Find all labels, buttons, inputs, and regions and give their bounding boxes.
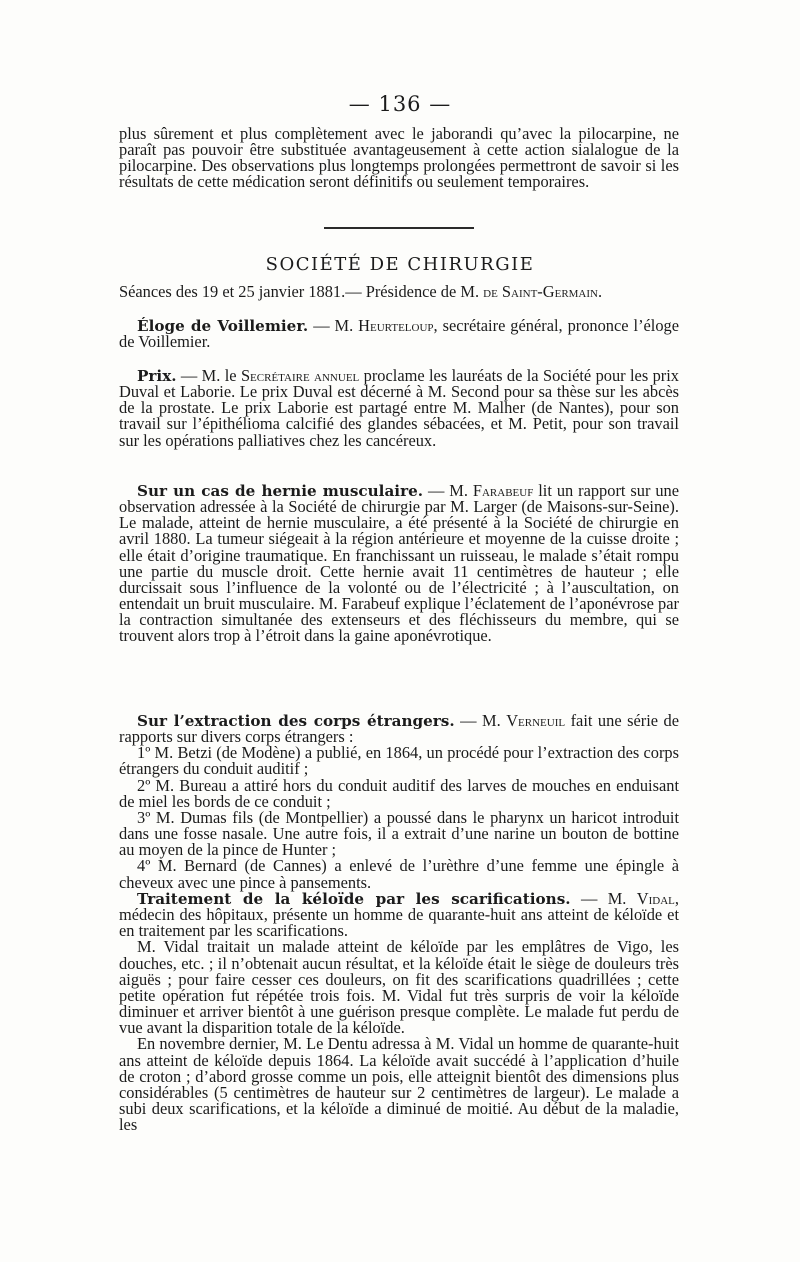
section-heading: Éloge de Voillemier.: [137, 317, 309, 335]
meeting-president: de Saint-Germain.: [483, 282, 603, 301]
separator-rule: [324, 227, 474, 229]
section-heading: Sur l’extraction des corps étrangers.: [137, 712, 455, 730]
section-paragraph-lead: Sur l’extraction des corps étrangers. — M. Verneuil fait une série de rapports sur divers corps étrangers :: [119, 711, 679, 747]
page-number: — 136 —: [348, 92, 452, 116]
list-item: 4º M. Bernard (de Cannes) a enlevé de l’urèthre d’une femme une épingle à cheveux avec une pince à pansements.: [119, 856, 679, 892]
author-name: Vidal,: [636, 889, 679, 908]
meeting-text: Séances des 19 et 25 janvier 1881.— Présidence de M.: [119, 282, 480, 301]
section-paragraph-lead: Traitement de la kéloïde par les scarifications. — M. Vidal, médecin des hôpitaux, présente un homme de quarante-huit ans atteint de kéloïde et en traitement par les scarifications.: [119, 889, 679, 941]
section-paragraph-lead: Éloge de Voillemier. — M. Heurteloup, secrétaire général, prononce l’éloge de Voillemier.: [119, 316, 680, 352]
section-hernie: [119, 483, 679, 645]
section-paragraph: M. Vidal traitait un malade atteint de kéloïde par les emplâtres de Vigo, les douches, etc. ; il n’obtenait aucun résultat, et la kéloïde était le siège de douleurs très aiguës ; pour faire cesser ces douleurs, on fit des scarifications quadrillées ; cette petite opération fut répétée trois fois. M. Vidal fut très surpris de voir la kéloïde diminuer et arriver bientôt à une guérison presque complète. Le malade fut perdu de vue avant la disparition totale de la kéloïde.: [119, 937, 679, 1038]
list-item: 1º M. Betzi (de Modène) a publié, en 1864, un procédé pour l’extraction des corps étrangers du conduit auditif ;: [119, 743, 679, 779]
author-name: Secrétaire annuel: [240, 366, 360, 385]
author-name: Verneuil: [506, 711, 566, 730]
meeting-line: [119, 284, 679, 300]
section-title: SOCIÉTÉ DE CHIRURGIE: [265, 254, 535, 275]
author-name: Heurteloup,: [358, 316, 438, 335]
section-heading: Sur un cas de hernie musculaire.: [137, 482, 424, 500]
section-paragraph-lead: Sur un cas de hernie musculaire. — M. Farabeuf lit un rapport sur une observation adressée à la Société de chirurgie par M. Larger (de Maisons-sur-Seine). Le malade, atteint de hernie musculaire, a été présenté à la Société de chirurgie en avril 1880. La tumeur siégeait à la région antérieure et moyenne de la cuisse droite ; elle était d’origine traumatique. En franchissant un ruisseau, le malade s’était rompu une partie du muscle droit. Cette hernie avait 11 centimètres de hauteur ; elle durcissait sous l’influence de la volonté ou de l’électricité ; à l’auscultation, on entendait un bruit musculaire. M. Farabeuf explique l’éclatement de l’aponévrose par la contraction simultanée des extenseurs et des fléchisseurs du membre, qui se trouvent alors trop à l’étroit dans la gaine aponévrotique.: [119, 481, 679, 646]
section-paragraph: En novembre dernier, M. Le Dentu adressa à M. Vidal un homme de quarante-huit ans atteint de kéloïde depuis 1864. La kéloïde avait succédé à l’application d’huile de croton ; d’abord grosse comme un pois, elle atteignit bientôt des dimensions plus considérables (5 centimètres de hauteur sur 2 centimètres de largeur). Le malade a subi deux scarifications, et la kéloïde a diminué de moitié. Au début de la maladie, les: [119, 1034, 679, 1135]
section-keloide: [119, 891, 679, 1133]
section-eloge: [119, 318, 679, 350]
list-item: 2º M. Bureau a attiré hors du conduit auditif des larves de mouches en enduisant de miel les bords de ce conduit ;: [119, 775, 679, 811]
section-heading: Traitement de la kéloïde par les scarifications.: [137, 890, 571, 908]
author-name: Farabeuf: [472, 481, 534, 500]
section-paragraph-lead: Prix. — M. le Secrétaire annuel proclame les lauréats de la Société pour les prix Duval et Laborie. Le prix Duval est décerné à M. Second pour sa thèse sur les abcès de la prostate. Le prix Laborie est partagé entre M. Malher (de Nantes), pour son travail sur l’épithélioma calcifié des glandes sébacées, et M. Petit, pour son travail sur les opérations palliatives chez les cancéreux.: [119, 366, 679, 450]
list-item: 3º M. Dumas fils (de Montpellier) a poussé dans le pharynx un haricot introduit dans une fosse nasale. Une autre fois, il a extrait d’une narine un bouton de bottine au moyen de la pince de Hunter ;: [119, 807, 679, 860]
section-extraction: [119, 713, 679, 891]
intro-text: plus sûrement et plus complètement avec le jaborandi qu’avec la pilocarpine, ne paraît pas pouvoir être substituée avantageusement à cette action sialalogue de la pilocarpine. Des observations plus longtemps prolongées permettront de savoir si les résultats de cette médication seront définitifs ou seulement temporaires.: [119, 124, 679, 192]
section-prix: [119, 368, 679, 449]
intro-paragraph: [119, 126, 679, 191]
section-heading: Prix.: [137, 367, 177, 385]
